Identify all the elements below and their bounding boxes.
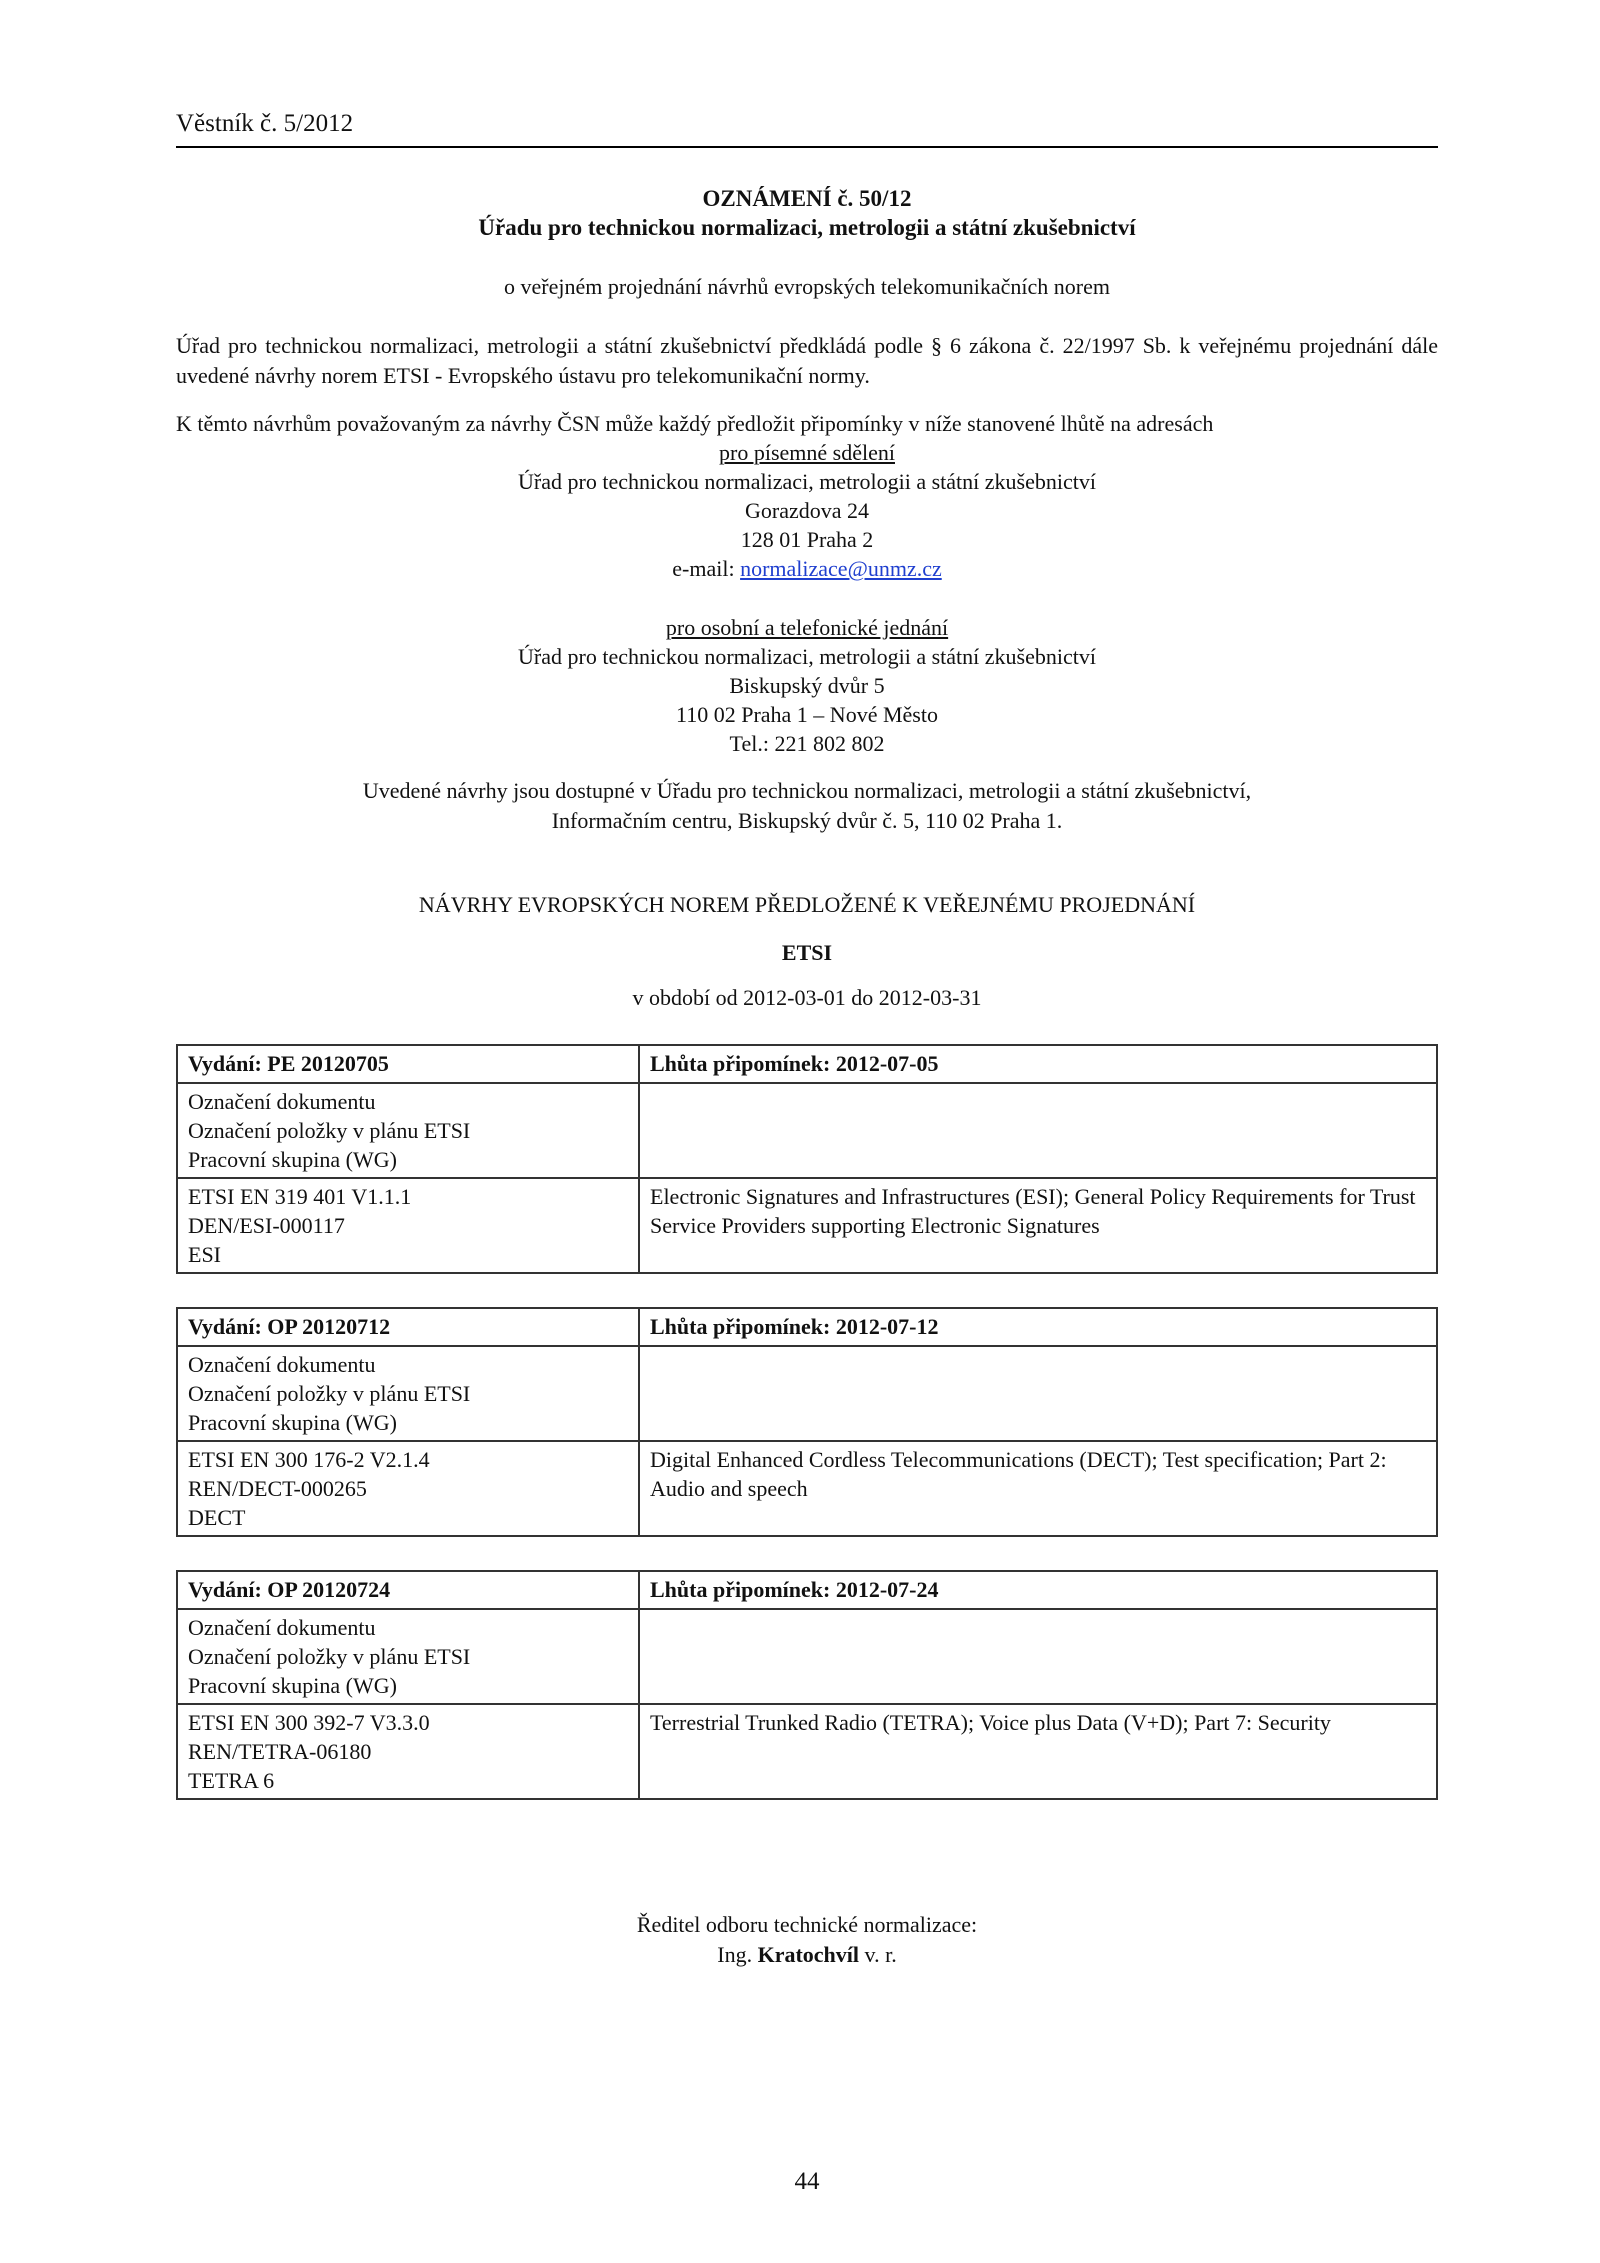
doc-title: Terrestrial Trunked Radio (TETRA); Voice plus Data (V+D); Part 7: Security (639, 1704, 1437, 1799)
issue-meta-row (177, 1083, 1437, 1178)
signature-name: Kratochvíl (757, 1942, 860, 1967)
issue-meta-row (177, 1346, 1437, 1441)
signature-block (176, 1910, 1438, 1970)
comments-paragraph: K těmto návrhům považovaným za návrhy ČSN může každý předložit připomínky v níže stanovené lhůtě na adresách (176, 411, 1214, 436)
meta-doc-label: Označení dokumentu (188, 1352, 376, 1377)
notice-subject: o veřejném projednání návrhů evropských telekomunikačních norem (503, 274, 1111, 299)
notice-title: OZNÁMENÍ č. 50/12 (702, 186, 912, 211)
meta-labels-cell (177, 1346, 639, 1441)
running-head: Věstník č. 5/2012 (176, 110, 354, 137)
working-group: ESI (188, 1242, 221, 1267)
issue-data-row (177, 1441, 1437, 1536)
issue-meta-row (177, 1609, 1437, 1704)
issue-label: Vydání: OP 20120712 (177, 1308, 639, 1346)
doc-id: ETSI EN 319 401 V1.1.1 (188, 1184, 412, 1209)
meta-doc-label: Označení dokumentu (188, 1615, 376, 1640)
issue-data-row (177, 1178, 1437, 1273)
personal-address-phone: Tel.: 221 802 802 (729, 731, 885, 756)
meta-doc-label: Označení dokumentu (188, 1089, 376, 1114)
personal-address-org: Úřad pro technickou normalizaci, metrologii a státní zkušebnictví (518, 644, 1096, 669)
issue-table (176, 1307, 1438, 1537)
doc-ids-cell (177, 1441, 639, 1536)
meta-wg-label: Pracovní skupina (WG) (188, 1673, 397, 1698)
doc-id: ETSI EN 300 392-7 V3.3.0 (188, 1710, 430, 1735)
meta-item-label: Označení položky v plánu ETSI (188, 1381, 471, 1406)
deadline-label: Lhůta připomínek: 2012-07-05 (639, 1045, 1437, 1083)
email-prefix: e-mail: (672, 556, 741, 581)
availability-note (176, 776, 1438, 836)
meta-item-label: Označení položky v plánu ETSI (188, 1118, 471, 1143)
written-address-email-line (176, 554, 1438, 583)
section-org: ETSI (781, 940, 833, 965)
doc-ids-cell (177, 1704, 639, 1799)
signature-role: Ředitel odboru technické normalizace: (636, 1912, 978, 1937)
written-address-label: pro písemné sdělení (719, 440, 895, 465)
availability-line-1: Uvedené návrhy jsou dostupné v Úřadu pro technickou normalizaci, metrologii a státní zkušebnictví, (362, 778, 1252, 803)
meta-labels-cell (177, 1083, 639, 1178)
doc-ids-cell (177, 1178, 639, 1273)
section-heading: NÁVRHY EVROPSKÝCH NOREM PŘEDLOŽENÉ K VEŘEJNÉMU PROJEDNÁNÍ (418, 892, 1196, 917)
deadline-label: Lhůta připomínek: 2012-07-24 (639, 1571, 1437, 1609)
personal-address-city: 110 02 Praha 1 – Nové Město (676, 702, 938, 727)
personal-address-block (176, 613, 1438, 758)
deadline-label: Lhůta připomínek: 2012-07-12 (639, 1308, 1437, 1346)
meta-wg-label: Pracovní skupina (WG) (188, 1410, 397, 1435)
doc-title: Electronic Signatures and Infrastructures (ESI); General Policy Requirements for Trust Service Providers supporting Electronic Signatures (639, 1178, 1437, 1273)
email-link[interactable]: normalizace@unmz.cz (740, 556, 942, 581)
signature-prefix: Ing. (717, 1942, 758, 1967)
issue-data-row (177, 1704, 1437, 1799)
issue-label: Vydání: PE 20120705 (177, 1045, 639, 1083)
work-item: REN/DECT-000265 (188, 1476, 367, 1501)
issue-label: Vydání: OP 20120724 (177, 1571, 639, 1609)
work-item: DEN/ESI-000117 (188, 1213, 345, 1238)
meta-labels-cell (177, 1609, 639, 1704)
personal-address-label: pro osobní a telefonické jednání (665, 615, 949, 640)
meta-item-label: Označení položky v plánu ETSI (188, 1644, 471, 1669)
issue-header-row (177, 1308, 1437, 1346)
doc-id: ETSI EN 300 176-2 V2.1.4 (188, 1447, 430, 1472)
meta-wg-label: Pracovní skupina (WG) (188, 1147, 397, 1172)
written-address-street: Gorazdova 24 (744, 498, 869, 523)
signature-name-line (176, 1940, 1438, 1970)
intro-paragraph: Úřad pro technickou normalizaci, metrologii a státní zkušebnictví předkládá podle § 6 zákona č. 22/1997 Sb. k veřejnému projednání dále uvedené návrhy norem ETSI - Evropského ústavu pro telekomunikační normy. (176, 333, 1438, 388)
written-address-block (176, 438, 1438, 583)
working-group: DECT (188, 1505, 246, 1530)
written-address-city: 128 01 Praha 2 (740, 527, 874, 552)
meta-empty-cell (639, 1609, 1437, 1704)
work-item: REN/TETRA-06180 (188, 1739, 372, 1764)
doc-title: Digital Enhanced Cordless Telecommunications (DECT); Test specification; Part 2: Audio and speech (639, 1441, 1437, 1536)
header-rule (176, 146, 1438, 148)
written-address-org: Úřad pro technickou normalizaci, metrologii a státní zkušebnictví (518, 469, 1096, 494)
issue-table (176, 1044, 1438, 1274)
issue-header-row (177, 1045, 1437, 1083)
notice-issuer: Úřadu pro technickou normalizaci, metrologii a státní zkušebnictví (478, 215, 1136, 240)
signature-suffix: v. r. (859, 1942, 897, 1967)
issue-table (176, 1570, 1438, 1800)
working-group: TETRA 6 (188, 1768, 275, 1793)
section-period: v období od 2012-03-01 do 2012-03-31 (632, 985, 982, 1010)
meta-empty-cell (639, 1083, 1437, 1178)
page-number: 44 (794, 2168, 820, 2195)
availability-line-2: Informačním centru, Biskupský dvůr č. 5, 110 02 Praha 1. (551, 808, 1063, 833)
issue-header-row (177, 1571, 1437, 1609)
meta-empty-cell (639, 1346, 1437, 1441)
personal-address-street: Biskupský dvůr 5 (729, 673, 885, 698)
